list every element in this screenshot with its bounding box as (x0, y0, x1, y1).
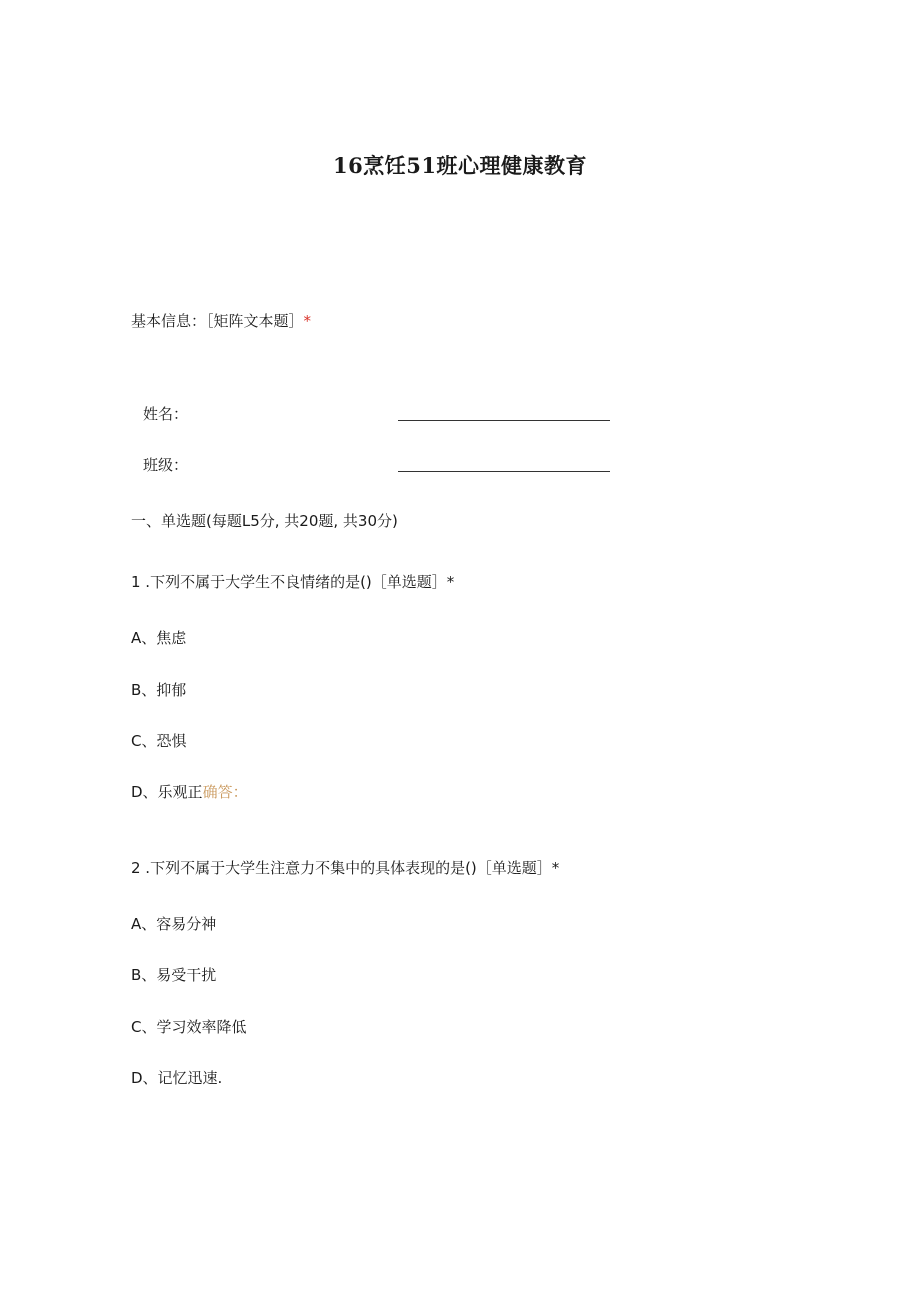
required-mark: * (303, 312, 312, 330)
basic-info-heading (131, 311, 311, 331)
name-input-line[interactable] (398, 420, 610, 421)
class-field-label: 班级： (143, 456, 189, 474)
question-2-option-d[interactable]: D、记忆迅速. (131, 1069, 223, 1087)
question-2-option-a[interactable]: A、容易分神 (131, 915, 217, 933)
question-2-option-c[interactable]: C、学习效率降低 (131, 1018, 247, 1036)
basic-info-label: 基本信息：［矩阵文本题］ (131, 312, 304, 330)
question-1-option-d-text: D、乐观正 (131, 783, 203, 801)
question-1-option-a[interactable]: A、焦虑 (131, 629, 187, 647)
question-1-stem: 1 .下列不属于大学生不良情绪的是()［单选题］* (131, 573, 455, 591)
question-1-option-b[interactable]: B、抑郁 (131, 681, 187, 699)
question-1-option-d[interactable] (131, 782, 248, 802)
name-field-label: 姓名： (143, 405, 189, 423)
question-2-option-b[interactable]: B、易受干扰 (131, 966, 217, 984)
question-2-stem: 2 .下列不属于大学生注意力不集中的具体表现的是()［单选题］* (131, 859, 560, 877)
section-heading: 一、单选题(每题L5分, 共20题, 共30分) (131, 512, 398, 530)
answer-tag: 确答： (202, 783, 248, 801)
class-input-line[interactable] (398, 471, 610, 472)
page-title: 16烹饪51班心理健康教育 (333, 153, 587, 178)
question-1-option-c[interactable]: C、恐惧 (131, 732, 187, 750)
